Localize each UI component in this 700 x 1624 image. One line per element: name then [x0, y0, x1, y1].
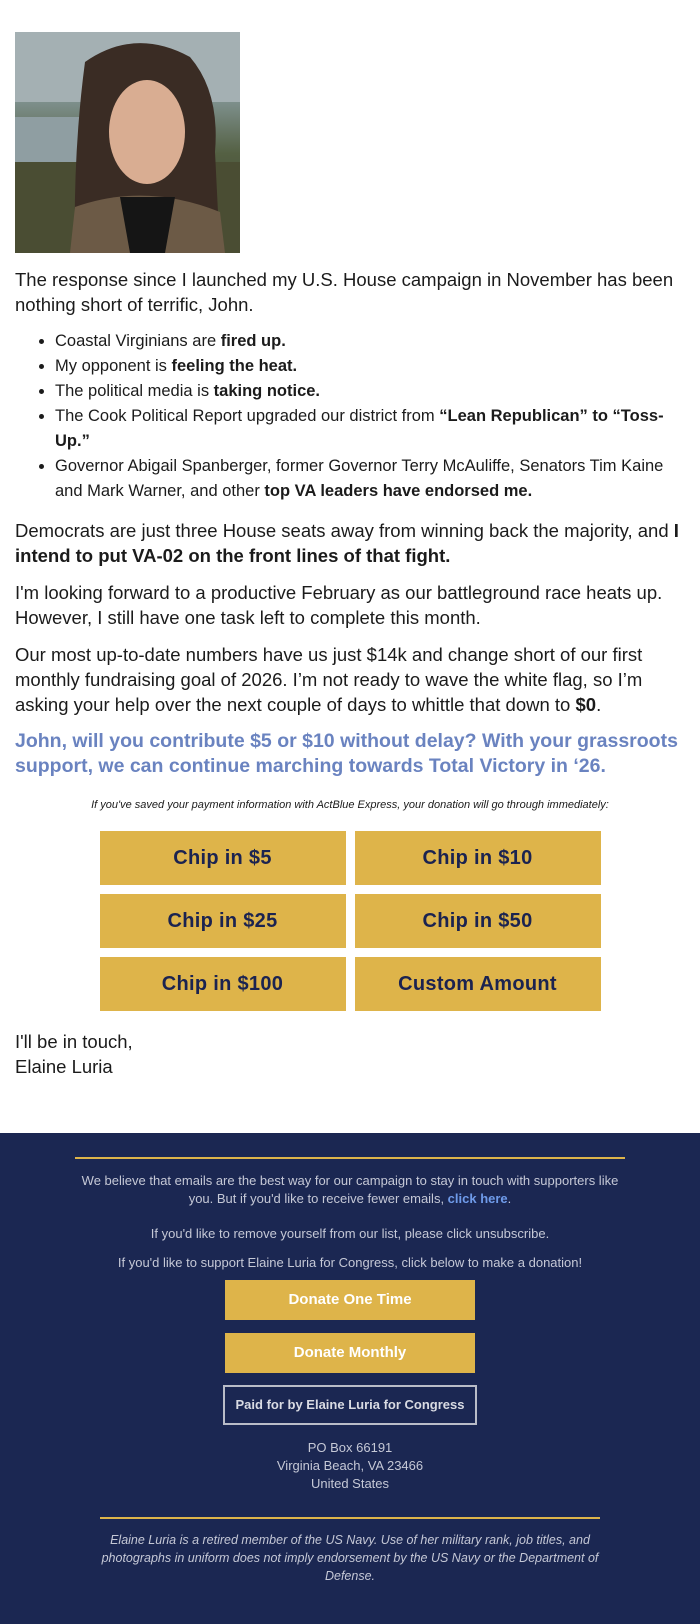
majority-paragraph: Democrats are just three House seats away from winning back the majority, and I intend to put VA-02 on the front lines of that fight. — [15, 520, 679, 566]
signoff-line: I'll be in touch, — [15, 1031, 133, 1052]
list-item: • Coastal Virginians are fired up. — [55, 329, 685, 354]
footer-divider — [75, 1157, 625, 1159]
chip-in-buttons — [100, 831, 601, 1011]
signature-name: Elaine Luria — [15, 1056, 113, 1077]
unsubscribe-text[interactable]: If you'd like to remove yourself from our list, please click unsubscribe. — [150, 1226, 550, 1241]
paid-for-box: Paid for by Elaine Luria for Congress — [223, 1385, 477, 1425]
chip-in-100-button[interactable]: Chip in $100 — [100, 957, 346, 1011]
address-line: Virginia Beach, VA 23466 — [276, 1458, 424, 1473]
list-item: • The Cook Political Report upgraded our district from “Lean Republican” to “Toss-Up.” — [55, 404, 685, 454]
goal-paragraph: Our most up-to-date numbers have us just $14k and change short of our first monthly fundraising goal of 2026. I’m not ready to wave the white flag, so I’m asking your help over the next couple of days to whittle that down to $0. — [15, 644, 643, 715]
chip-in-50-button[interactable]: Chip in $50 — [355, 894, 601, 948]
fewer-emails-text: We believe that emails are the best way for our campaign to stay in touch with supporters like you. But if you'd like to receive fewer emails, click here. — [81, 1173, 619, 1206]
email-footer — [0, 1133, 700, 1624]
actblue-express-note: If you've saved your payment information with ActBlue Express, your donation will go through immediately: — [91, 799, 609, 811]
donate-monthly-button[interactable]: Donate Monthly — [225, 1333, 475, 1373]
highlights-list — [15, 329, 685, 504]
list-item: • Governor Abigail Spanberger, former Governor Terry McAuliffe, Senators Tim Kaine and Mark Warner, and other top VA leaders have endorsed me. — [55, 454, 685, 504]
candidate-photo — [15, 32, 240, 253]
list-item: • My opponent is feeling the heat. — [55, 354, 685, 379]
chip-in-10-button[interactable]: Chip in $10 — [355, 831, 601, 885]
mailing-address — [0, 1439, 700, 1493]
footer-divider — [100, 1517, 600, 1519]
chip-in-5-button[interactable]: Chip in $5 — [100, 831, 346, 885]
military-disclaimer: Elaine Luria is a retired member of the US Navy. Use of her military rank, job titles, and photographs in uniform does not imply endorsement by the US Navy or the Department of Defense. — [101, 1533, 599, 1583]
chip-in-25-button[interactable]: Chip in $25 — [100, 894, 346, 948]
support-text: If you'd like to support Elaine Luria for Congress, click below to make a donation! — [117, 1255, 583, 1270]
address-line: PO Box 66191 — [307, 1440, 393, 1455]
february-paragraph: I'm looking forward to a productive February as our battleground race heats up. However, I still have one task left to complete this month. — [15, 582, 663, 628]
donate-one-time-button[interactable]: Donate One Time — [225, 1280, 475, 1320]
signoff — [15, 1029, 685, 1079]
address-line: United States — [310, 1476, 390, 1491]
intro-paragraph: The response since I launched my U.S. House campaign in November has been nothing short of terrific, John. — [15, 269, 674, 315]
donation-ask: John, will you contribute $5 or $10 without delay? With your grassroots support, we can continue marching towards Total Victory in ‘26. — [15, 730, 678, 777]
custom-amount-button[interactable]: Custom Amount — [355, 957, 601, 1011]
click-here-link[interactable]: click here — [447, 1191, 508, 1206]
list-item: • The political media is taking notice. — [55, 379, 685, 404]
